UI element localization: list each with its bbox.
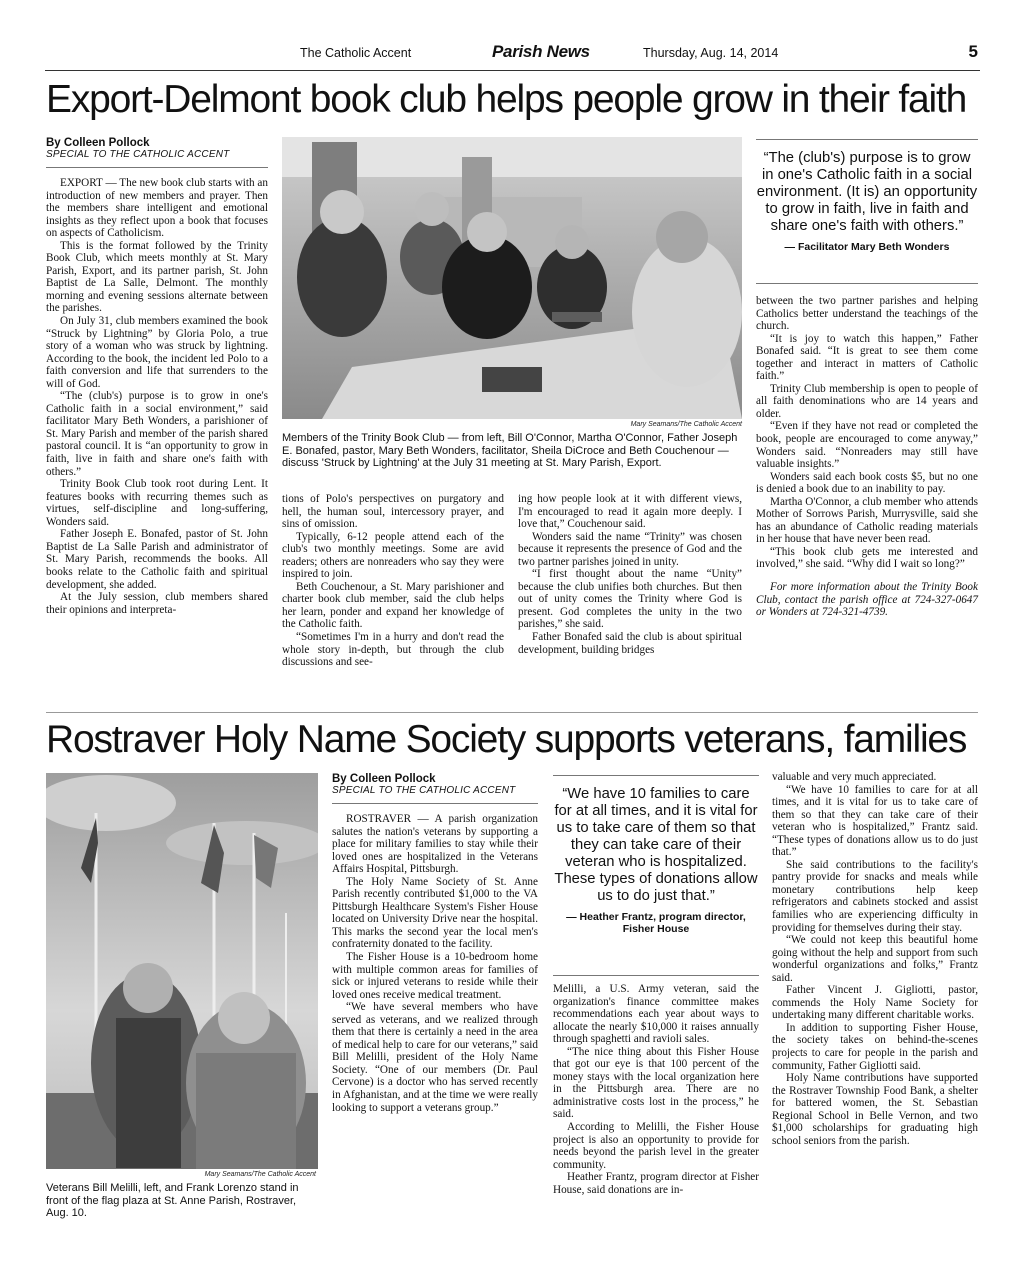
story1-more-info: For more information about the Trinity Book Club, contact the parish office at 724-327-0647 or Wonders at 724-321-4739.: [756, 581, 978, 619]
story1-pullquote-text: “The (club's) purpose is to grow in one's Catholic faith in a social environment. (It is) an opportunity to grow in faith, live in faith and share one's faith with others.”: [756, 150, 978, 234]
story2-column-3: [772, 771, 978, 1147]
paragraph: Heather Frantz, program director at Fisher House, said donations are in-: [553, 1171, 759, 1196]
story2-pullquote-rule-top: [553, 775, 759, 776]
story2-pullquote-rule-bottom: [553, 975, 759, 976]
story2-headline: Rostraver Holy Name Society supports veterans, families: [46, 718, 967, 761]
paragraph: “This book club gets me interested and involved,” she said. “Why did I wait so long?”: [756, 545, 978, 571]
veterans-photo: [46, 773, 318, 1169]
story2-pullquote-attribution: — Heather Frantz, program director, Fisher House: [566, 911, 746, 935]
paragraph: On July 31, club members examined the book “Struck by Lightning” by Gloria Polo, a true story of a woman who was struck by lightning. According to the book, the incident led Polo to a faith conversion and life that surrenders to the will of God.: [46, 315, 268, 390]
paragraph: “The (club's) purpose is to grow in one's Catholic faith in a social environment,” said facilitator Mary Beth Wonders, a parishioner of St. Mary Parish and member of the parish shared pastoral council. It is “an opportunity to grow in faith, live in faith and share one's faith with others.”: [46, 390, 268, 478]
paragraph: tions of Polo's perspectives on purgatory and hell, the human soul, intercessory prayer, and sins of omission.: [282, 493, 504, 531]
paragraph: valuable and very much appreciated.: [772, 771, 937, 783]
paragraph: This is the format followed by the Trinity Book Club, which meets monthly at St. Mary Parish, Export, and its partner parish, St. John Baptist de La Salle, Delmont. The monthly morning and evening sessions alternate between the parishes.: [46, 239, 268, 315]
story1-byline-block: [46, 137, 268, 160]
paragraph: between the two partner parishes and helping Catholics better understand the teachings of the church.: [756, 295, 978, 333]
story1-byline-rule: [46, 167, 268, 168]
story2-byline: By Colleen Pollock: [332, 773, 436, 785]
paragraph: Father Bonafed said the club is about spiritual development, building bridges: [518, 631, 742, 656]
paragraph: Father Joseph E. Bonafed, pastor of St. John Baptist de La Salle Parish and administrator of St. Mary Parish, recommends the books. All books relate to the Catholic faith and spiritual development, she added.: [46, 528, 268, 591]
page-number: 5: [968, 42, 978, 61]
story2-column-1: [332, 813, 538, 1114]
story1-byline: By Colleen Pollock: [46, 137, 150, 149]
story1-pullquote: [756, 150, 978, 253]
paragraph: “The nice thing about this Fisher House that got our eye is that 100 percent of the money stays with the local organization here in the Pittsburgh area. There are no administrative costs lost in the process,” he said.: [553, 1045, 759, 1121]
story1-pullquote-rule-bottom: [756, 283, 978, 284]
paragraph: “I first thought about the name “Unity” because the club unifies both churches. But then out of unity comes the Trinity where God is present. God completes the unity in the two parishes,” she said.: [518, 568, 742, 631]
paragraph: “We have 10 families to care for at all times, and it is vital for us to take care of them so that they can take care of their veteran who is hospitalized,” Frantz said. “These types of donations allow us to do just that.”: [772, 783, 978, 859]
masthead: [45, 40, 980, 71]
paragraph: “Sometimes I'm in a hurry and don't read the whole story in-depth, but through the club discussions and see-: [282, 631, 504, 669]
story1-photo-credit: Mary Seamans/The Catholic Accent: [630, 421, 742, 428]
paragraph: Beth Couchenour, a St. Mary parishioner and charter book club member, said the club helps her learn, ponder and expand her knowledge of the Catholic faith.: [282, 580, 504, 631]
story2-column-2: [553, 983, 759, 1196]
story1-photo-caption: Members of the Trinity Book Club — from left, Bill O'Connor, Martha O'Connor, Father Joseph E. Bonafed, pastor, Mary Beth Wonders, facilitator, Sheila DiCroce and Beth Couchenour — discuss 'Struck by Lightning' at the July 31 meeting at St. Mary Parish, Export.: [282, 432, 738, 470]
story1-column-1: [46, 177, 268, 616]
story2-pullquote: [553, 786, 759, 935]
section-name: Parish News: [492, 42, 590, 61]
story1-pullquote-attribution: — Facilitator Mary Beth Wonders: [784, 241, 950, 253]
story2-photo-caption: Veterans Bill Melilli, left, and Frank Lorenzo stand in front of the flag plaza at St. Anne Parish, Rostraver, Aug. 10.: [46, 1182, 299, 1220]
paragraph: Typically, 6-12 people attend each of the club's two monthly meetings. Some are avid readers; others are nonreaders who say they were inspired to join.: [282, 530, 504, 581]
paragraph: The Holy Name Society of St. Anne Parish recently contributed $1,000 to the VA Pittsburgh Healthcare System's Fisher House located on University Drive near the hospital. This marks the second year the local men's confraternity donated to the facility.: [332, 875, 538, 951]
paragraph: Wonders said each book costs $5, but no one is denied a book due to an inability to pay.: [756, 470, 978, 496]
paragraph: Trinity Book Club took root during Lent. It features books with recurring themes such as virtues, self-discipline and long-suffering, Wonders said.: [46, 478, 268, 528]
paragraph: Wonders said the name “Trinity” was chosen because it represents the presence of God and the two partner parishes joined in unity.: [518, 530, 742, 568]
paragraph: Trinity Club membership is open to people of all faith denominations who are 14 years and older.: [756, 382, 978, 420]
paragraph: At the July session, club members shared their opinions and interpreta-: [46, 591, 268, 616]
story1-column-3: [518, 493, 742, 656]
paragraph: Holy Name contributions have supported the Rostraver Township Food Bank, a shelter for battered women, the St. Sebastian Regional School in Belle Vernon, and two $1,000 scholarships for graduating high school seniors from the parish.: [772, 1072, 978, 1147]
book-club-photo-image: [282, 137, 742, 419]
story1-pullquote-rule-top: [756, 139, 978, 140]
story1-headline: Export-Delmont book club helps people grow in their faith: [46, 78, 967, 121]
story2-pullquote-text: “We have 10 families to care for at all times, and it is vital for us to take care of them so that they can take care of their veteran who is hospitalized. These types of donations allow us to do just that.”: [554, 786, 758, 904]
story2-byline-block: [332, 773, 538, 796]
paragraph: According to Melilli, the Fisher House project is also an opportunity to provide for needs beyond the parish level in the greater community.: [553, 1121, 759, 1171]
paragraph: “We could not keep this beautiful home going without the help and support from such wonderful organizations and folks,” Frantz said.: [772, 934, 978, 984]
book-club-photo: [282, 137, 742, 419]
paper-name: The Catholic Accent: [300, 46, 412, 60]
issue-date: Thursday, Aug. 14, 2014: [643, 46, 779, 60]
story2-photo-credit: Mary Seamans/The Catholic Accent: [204, 1171, 316, 1178]
story2-byline-sub: SPECIAL TO THE CATHOLIC ACCENT: [332, 785, 516, 796]
paragraph: ing how people look at it with different views, I'm encouraged to read it again more deeply. I love that,” Couchenour said.: [518, 493, 742, 531]
story1-byline-sub: SPECIAL TO THE CATHOLIC ACCENT: [46, 149, 230, 160]
story2-byline-rule: [332, 803, 538, 804]
veterans-photo-image: [46, 773, 318, 1169]
paragraph: EXPORT — The new book club starts with an introduction of new members and prayer. Then the members share intelligent and emotional insights as they reflect upon a book that focuses on aspects of Catholicism.: [46, 177, 268, 240]
paragraph: ROSTRAVER — A parish organization salutes the nation's veterans by supporting a place for military families to stay while their loved ones are hospitalized in the Veterans Affairs Hospital, Pittsburgh.: [332, 813, 538, 876]
story1-column-4: [756, 295, 978, 619]
story-divider: [46, 712, 978, 713]
paragraph: Melilli, a U.S. Army veteran, said the organization's finance committee makes recommendations each year about ways to allocate the nearly $10,000 it raises annually through spaghetti and ravioli sales.: [553, 983, 759, 1046]
paragraph: Martha O'Connor, a club member who attends Mother of Sorrows Parish, Murrysville, said she has an abundance of Catholic reading materials in her house that have never been read.: [756, 495, 978, 546]
paragraph: “It is joy to watch this happen,” Father Bonafed said. “It is great to see them come together and interact in matters of Catholic faith.”: [756, 332, 978, 383]
paragraph: “We have several members who have served as veterans, and we realized through them that there is certainly a need in the area of medical help to care for our veterans,” said Bill Melilli, president of the Holy Name Society. “One of our members (Dr. Paul Cervone) is a doctor who has served recently in Afghanistan, and at the time we were really looking to support a veterans group.”: [332, 1001, 538, 1114]
paragraph: She said contributions to the facility's pantry provide for snacks and meals while monetary contributions help keep refrigerators and cabinets stocked and assist families who are experiencing difficulty in providing for themselves during their stay.: [772, 858, 978, 934]
story1-column-2: [282, 493, 504, 669]
paragraph: In addition to supporting Fisher House, the society takes on behind-the-scenes projects to care for people in the parish and community, Father Gigliotti said.: [772, 1021, 978, 1072]
paragraph: The Fisher House is a 10-bedroom home with multiple common areas for families of sick or injured veterans to reside while their loved ones receive medical treatment.: [332, 951, 538, 1001]
paragraph: Father Vincent J. Gigliotti, pastor, commends the Holy Name Society for undertaking many different charitable works.: [772, 984, 978, 1022]
paragraph: “Even if they have not read or completed the book, people are encouraged to come anyway,” Wonders said. “Nonreaders may still have valuable insights.”: [756, 420, 978, 471]
